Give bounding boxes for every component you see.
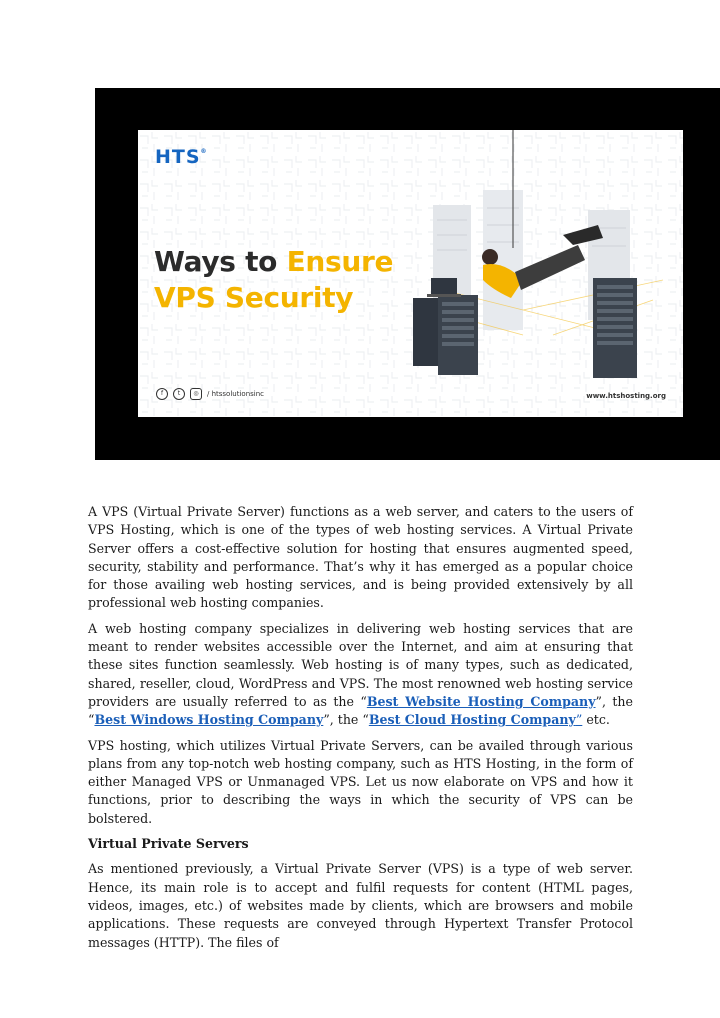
paragraph-3: VPS hosting, which utilizes Virtual Private Servers, can be availed through various plans from any top-notch web hosting company, such as HTS Hosting, in the form of either Managed VPS or Unmanaged VPS. Let us now elaborate on VPS and how it functions, prior to describing the ways in which the security of VPS can be bolstered. bbox=[88, 737, 633, 826]
paragraph-2-sep3: ” bbox=[575, 712, 583, 728]
paragraph-2-sep2: ”, the “ bbox=[323, 712, 369, 728]
banner-headline-line1 bbox=[154, 244, 393, 280]
link-best-windows-hosting[interactable]: Best Windows Hosting Company bbox=[94, 712, 324, 728]
banner-headline-line2: VPS Security bbox=[154, 281, 354, 314]
headline-accent: Ensure bbox=[286, 245, 394, 278]
person-legs bbox=[515, 245, 585, 290]
section-heading: Virtual Private Servers bbox=[88, 836, 249, 852]
laptop-base bbox=[427, 294, 461, 297]
facebook-icon[interactable]: f bbox=[156, 388, 168, 400]
dark-server-left-small bbox=[413, 298, 441, 366]
headline-part1: Ways to bbox=[154, 245, 287, 278]
person-head bbox=[482, 249, 498, 265]
article-body bbox=[88, 503, 633, 959]
logo-registered-mark: ® bbox=[200, 148, 208, 155]
server-illustration bbox=[403, 130, 683, 390]
logo-text: HTS bbox=[155, 146, 201, 168]
twitter-icon[interactable]: t bbox=[173, 388, 185, 400]
social-links bbox=[156, 388, 264, 400]
link-best-website-hosting[interactable]: Best Website Hosting Company bbox=[366, 693, 596, 709]
hts-logo bbox=[155, 146, 208, 168]
paragraph-2-end: etc. bbox=[582, 712, 610, 728]
paragraph-2-sep1: ”, the “ bbox=[88, 693, 633, 728]
paragraph-4: As mentioned previously, a Virtual Private Server (VPS) is a type of web server. Hence, its main role is to accept and fulfil requests for content (HTML pages, videos, images, etc.) of websites made by clients, which are browsers and mobile applications. These requests are conveyed through Hypertext Transfer Protocol messages (HTTP). The files of bbox=[88, 861, 633, 950]
website-url: www.htshosting.org bbox=[586, 392, 666, 400]
banner-image bbox=[138, 130, 683, 417]
paragraph-2 bbox=[88, 620, 633, 730]
instagram-icon[interactable]: ◎ bbox=[190, 388, 202, 400]
laptop-screen bbox=[431, 278, 457, 294]
paragraph-2-text: A web hosting company specializes in delivering web hosting services that are meant to render websites accessible over the Internet, and aim at ensuring that these sites function seamlessly. Web hosting is of many types, such as dedicated, shared, reseller, cloud, WordPress and VPS. The most renowned web hosting service providers are usually referred to as the “ bbox=[88, 620, 633, 709]
social-handle: / htssolutionsinc bbox=[207, 390, 265, 398]
paragraph-1: A VPS (Virtual Private Server) functions as a web server, and caters to the users of VPS Hosting, which is one of the types of web hosting services. A Virtual Private Server offers a cost-effective solution for hosting that ensures augmented speed, security, stability and performance. That’s why it has emerged as a popular choice for those availing web hosting services, and is being provided extensively by all professional web hosting companies. bbox=[88, 504, 633, 611]
link-best-cloud-hosting[interactable]: Best Cloud Hosting Company bbox=[368, 712, 576, 728]
